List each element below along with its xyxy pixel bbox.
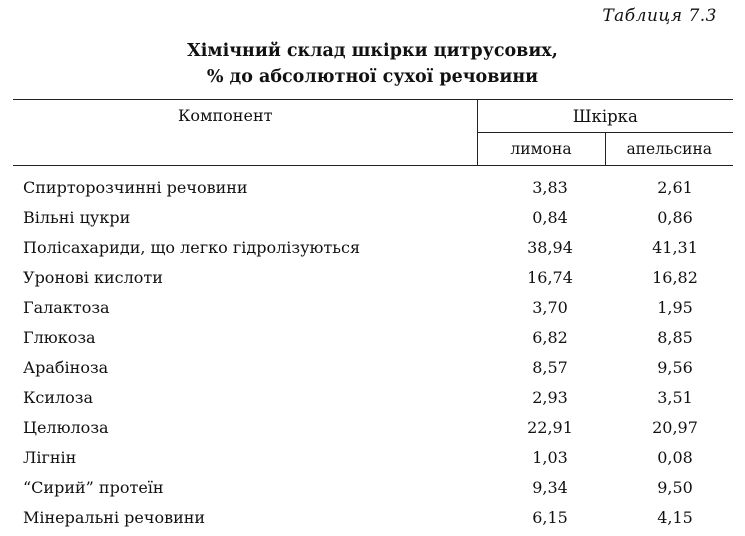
orange-value: 2,61: [657, 177, 693, 197]
lemon-value: 0,84: [532, 207, 568, 227]
component-name: Целюлоза: [23, 417, 109, 437]
table-row: [13, 202, 733, 232]
table-row: [13, 262, 733, 292]
orange-value: 9,50: [657, 477, 693, 497]
component-name: Галактоза: [23, 297, 110, 317]
orange-value: 9,56: [657, 357, 693, 377]
component-name: Полісахариди, що легко гідролізуються: [23, 237, 361, 257]
header-component: Компонент: [13, 100, 477, 166]
lemon-value: 9,34: [532, 477, 568, 497]
component-name: Вільні цукри: [23, 207, 131, 227]
title-line-2: % до абсолютної сухої речовини: [206, 67, 539, 87]
orange-value: 0,08: [657, 447, 693, 467]
lemon-value: 38,94: [527, 237, 573, 257]
lemon-value: 2,93: [532, 387, 568, 407]
component-name: “Сирий” протеїн: [23, 477, 164, 497]
lemon-value: 16,74: [527, 267, 573, 287]
table-row: [13, 292, 733, 322]
table-row: [13, 442, 733, 472]
lemon-value: 6,15: [532, 507, 568, 527]
table-row: [13, 412, 733, 442]
title-line-1: Хімічний склад шкірки цитрусових,: [187, 41, 558, 61]
orange-value: 20,97: [652, 417, 698, 437]
orange-value: 3,51: [657, 387, 693, 407]
orange-value: 8,85: [657, 327, 693, 347]
lemon-value: 6,82: [532, 327, 568, 347]
component-name: Мінеральні речовини: [23, 507, 206, 527]
table-row: [13, 166, 733, 203]
table-title: [0, 38, 745, 90]
component-name: Спирторозчинні речовини: [23, 177, 248, 197]
orange-value: 41,31: [652, 237, 698, 257]
table-row: [13, 232, 733, 262]
header-lemon: лимона: [477, 133, 605, 166]
orange-value: 1,95: [657, 297, 693, 317]
component-name: Уронові кислоти: [23, 267, 163, 287]
lemon-value: 1,03: [532, 447, 568, 467]
component-name: Лігнін: [23, 447, 77, 467]
table-row: [13, 472, 733, 502]
composition-table: [13, 99, 733, 532]
lemon-value: 3,70: [532, 297, 568, 317]
table-row: [13, 382, 733, 412]
composition-table-wrapper: [13, 99, 733, 532]
component-name: Глюкоза: [23, 327, 96, 347]
header-skin: Шкірка: [477, 100, 733, 133]
table-row: [13, 352, 733, 382]
lemon-value: 22,91: [527, 417, 573, 437]
header-orange: апельсина: [605, 133, 733, 166]
table-number: Таблиця 7.3: [602, 6, 717, 26]
orange-value: 0,86: [657, 207, 693, 227]
component-name: Ксилоза: [23, 387, 94, 407]
lemon-value: 8,57: [532, 357, 568, 377]
table-row: [13, 322, 733, 352]
lemon-value: 3,83: [532, 177, 568, 197]
orange-value: 4,15: [657, 507, 693, 527]
table-row: [13, 502, 733, 532]
orange-value: 16,82: [652, 267, 698, 287]
component-name: Арабіноза: [23, 357, 109, 377]
